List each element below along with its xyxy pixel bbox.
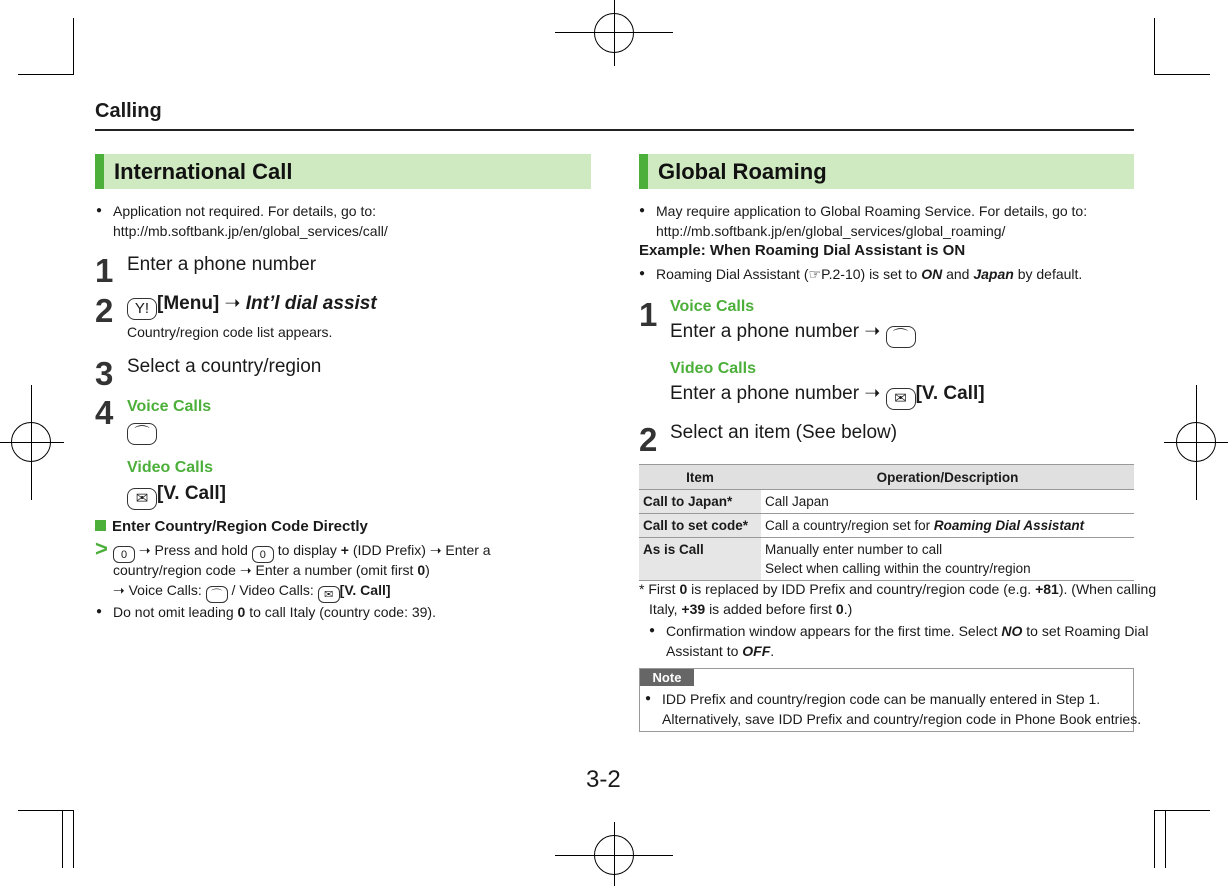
footnote-text: Italy, bbox=[649, 601, 678, 617]
direct-entry-heading bbox=[95, 518, 368, 535]
video-step-text bbox=[670, 382, 985, 410]
step-number: 1 bbox=[95, 252, 114, 289]
direct-text: ) bbox=[425, 562, 430, 578]
table-cell-item: Call to Japan* bbox=[639, 490, 761, 514]
yahoo-key-icon: Y! bbox=[127, 298, 157, 320]
step-text: Select an item (See below) bbox=[670, 422, 898, 443]
step-text: Enter a phone number ➝ bbox=[670, 383, 881, 404]
crop-mark bbox=[18, 74, 74, 75]
call-key bbox=[127, 421, 157, 445]
direct-entry-title: Enter Country/Region Code Directly bbox=[112, 518, 368, 535]
voice-calls-label: Voice Calls bbox=[127, 398, 212, 415]
crop-mark bbox=[18, 810, 74, 811]
bullet-text: by default. bbox=[1017, 266, 1083, 282]
phone-key-icon: ⌒ bbox=[206, 586, 228, 603]
bullet-text: Do not omit leading bbox=[113, 604, 234, 620]
step-text-menu bbox=[127, 292, 377, 320]
section-heading-international: International Call bbox=[95, 154, 591, 189]
table-cell-desc bbox=[761, 514, 1134, 538]
global-bullet: ● May require application to Global Roaming Service. For details, go to: bbox=[656, 201, 1087, 221]
bullet-text: and bbox=[946, 266, 970, 282]
bullet-text: Assistant to bbox=[666, 643, 739, 659]
zero-key-icon: 0 bbox=[252, 546, 274, 563]
zero-digit: 0 bbox=[417, 562, 426, 578]
video-call-key bbox=[127, 482, 226, 510]
no-label: NO bbox=[1001, 623, 1023, 639]
step-number: 3 bbox=[95, 355, 114, 392]
crop-mark bbox=[73, 810, 74, 868]
confirm-line2 bbox=[666, 641, 774, 661]
crop-mark bbox=[1154, 810, 1210, 811]
chevron-right-icon: > bbox=[95, 536, 108, 561]
section-heading-global: Global Roaming bbox=[639, 154, 1134, 189]
crop-mark bbox=[62, 810, 63, 868]
chapter-title: Calling bbox=[95, 100, 162, 122]
desc-text: Select when calling within the country/region bbox=[765, 561, 1031, 576]
direct-text: to display bbox=[277, 542, 337, 558]
code-39: +39 bbox=[681, 601, 706, 617]
registration-mark bbox=[1176, 422, 1216, 462]
step-text: Enter a phone number bbox=[127, 254, 317, 275]
intl-dial-assist-label: Int’l dial assist bbox=[245, 293, 377, 314]
footnote-line2 bbox=[649, 599, 852, 619]
vcall-label: [V. Call] bbox=[339, 582, 391, 598]
bullet-text: P.2-10) is set to bbox=[821, 266, 918, 282]
step-subtext: Country/region code list appears. bbox=[127, 324, 333, 340]
zero-digit: 0 bbox=[237, 604, 246, 620]
off-label: OFF bbox=[742, 643, 771, 659]
table-row bbox=[639, 538, 1134, 581]
phone-key-icon: ⌒ bbox=[127, 423, 157, 445]
table-row bbox=[639, 490, 1134, 514]
table-header: Operation/Description bbox=[761, 465, 1134, 490]
japan-label: Japan bbox=[973, 266, 1014, 282]
operations-table bbox=[639, 464, 1134, 581]
table-header: Item bbox=[639, 465, 761, 490]
crop-mark bbox=[73, 18, 74, 75]
plus-sign: + bbox=[340, 542, 349, 558]
registration-mark bbox=[594, 13, 634, 53]
reference-icon: ☞ bbox=[808, 266, 822, 282]
note-text: Alternatively, save IDD Prefix and country/region code in Phone Book entries. bbox=[662, 711, 1142, 727]
footnote-text: * First bbox=[639, 581, 676, 597]
global-url: http://mb.softbank.jp/en/global_services/global_roaming/ bbox=[656, 223, 1006, 239]
footnote-text: is replaced by IDD Prefix and country/region code (e.g. bbox=[691, 581, 1032, 597]
registration-mark bbox=[594, 835, 634, 875]
mail-key-icon: ✉ bbox=[318, 586, 340, 603]
footnote-text: ). (When calling bbox=[1058, 581, 1157, 597]
square-icon bbox=[95, 520, 106, 531]
italy-bullet bbox=[113, 602, 436, 622]
direct-text: country/region code ➝ Enter a number (omit first bbox=[113, 562, 414, 578]
note-text: ● IDD Prefix and country/region code can be manually entered in Step 1. bbox=[662, 689, 1100, 709]
direct-line3 bbox=[113, 580, 391, 603]
phone-key-icon: ⌒ bbox=[886, 326, 916, 348]
table-cell-desc: Call Japan bbox=[761, 490, 1134, 514]
note-box bbox=[639, 668, 1142, 732]
table-cell-desc bbox=[761, 538, 1134, 581]
desc-text: Manually enter number to call bbox=[765, 542, 943, 557]
voice-calls-label: Voice Calls bbox=[670, 298, 755, 315]
step-number: 2 bbox=[639, 421, 658, 458]
bullet-text: to call Italy (country code: 39). bbox=[249, 604, 436, 620]
direct-text: / Video Calls: bbox=[231, 582, 314, 598]
desc-emphasis: Roaming Dial Assistant bbox=[933, 518, 1085, 533]
table-cell-item: As is Call bbox=[639, 538, 761, 581]
on-label: ON bbox=[921, 266, 943, 282]
zero-digit: 0 bbox=[679, 581, 688, 597]
footnote-text: is added before first bbox=[709, 601, 833, 617]
header-rule bbox=[95, 129, 1134, 131]
crop-mark bbox=[1154, 810, 1155, 868]
step-text: Select a country/region bbox=[127, 356, 322, 377]
bullet-text: Confirmation window appears for the first time. Select bbox=[666, 623, 998, 639]
bullet-text: . bbox=[770, 643, 775, 659]
mail-key-icon: ✉ bbox=[127, 488, 157, 510]
step-text: Enter a phone number ➝ bbox=[670, 321, 881, 342]
bullet-text: Roaming Dial Assistant ( bbox=[656, 266, 809, 282]
code-81: +81 bbox=[1035, 581, 1059, 597]
registration-mark bbox=[11, 422, 51, 462]
direct-text: (IDD Prefix) ➝ Enter a bbox=[352, 542, 491, 558]
direct-text: ➝ Voice Calls: bbox=[113, 582, 202, 598]
example-heading: Example: When Roaming Dial Assistant is ON bbox=[639, 242, 966, 259]
zero-key-icon: 0 bbox=[113, 546, 135, 563]
step-number: 1 bbox=[639, 296, 658, 333]
footnote-text: .) bbox=[843, 601, 853, 617]
table-row bbox=[639, 514, 1134, 538]
video-calls-label: Video Calls bbox=[670, 360, 756, 377]
bullet-text: to set Roaming Dial bbox=[1026, 623, 1149, 639]
crop-mark bbox=[1154, 74, 1210, 75]
table-header-row bbox=[639, 465, 1134, 490]
zero-digit: 0 bbox=[835, 601, 844, 617]
direct-line2 bbox=[113, 560, 430, 580]
footnote-line1 bbox=[639, 579, 1156, 599]
step-number: 2 bbox=[95, 292, 114, 329]
desc-text: Call a country/region set for bbox=[765, 518, 934, 533]
step-number: 4 bbox=[95, 394, 114, 431]
voice-step-text bbox=[670, 320, 916, 348]
note-tag: Note bbox=[640, 669, 694, 686]
video-calls-label: Video Calls bbox=[127, 459, 213, 476]
page-number: 3-2 bbox=[586, 766, 621, 793]
international-bullet: ● Application not required. For details, go to: bbox=[113, 201, 376, 221]
default-bullet bbox=[656, 264, 1082, 284]
vcall-label: [V. Call] bbox=[915, 383, 985, 404]
table-cell-item: Call to set code* bbox=[639, 514, 761, 538]
crop-mark bbox=[1154, 18, 1155, 75]
crop-mark bbox=[1165, 810, 1166, 868]
confirm-bullet bbox=[666, 621, 1148, 641]
vcall-label: [V. Call] bbox=[157, 483, 226, 504]
international-url: http://mb.softbank.jp/en/global_services/call/ bbox=[113, 223, 388, 239]
menu-label: [Menu] bbox=[157, 293, 220, 314]
direct-text: ➝ Press and hold bbox=[138, 542, 248, 558]
mail-key-icon: ✉ bbox=[886, 388, 916, 410]
arrow-icon: ➝ bbox=[224, 293, 241, 314]
